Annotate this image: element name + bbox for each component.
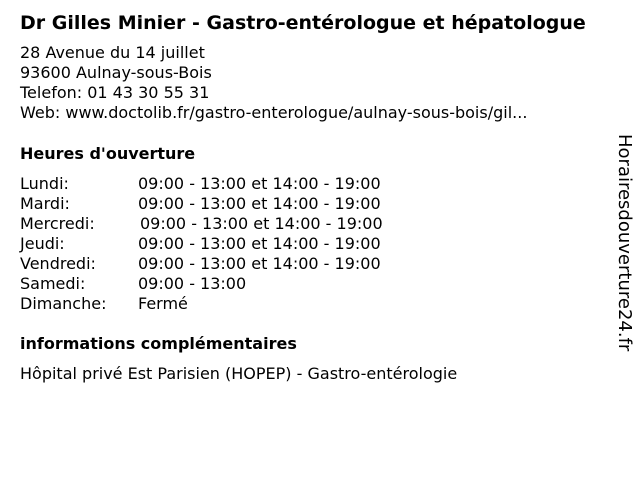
- phone-number: Telefon: 01 43 30 55 31: [20, 83, 210, 102]
- watermark-text: Horairesdouverture24.fr: [614, 134, 635, 352]
- website-link: Web: www.doctolib.fr/gastro-enterologue/aulnay-sous-bois/gil...: [20, 103, 528, 122]
- hours-row-saturday: [20, 274, 383, 294]
- time-value: 09:00 - 13:00 et 14:00 - 19:00: [140, 214, 383, 233]
- time-value: 09:00 - 13:00 et 14:00 - 19:00: [138, 254, 381, 273]
- hours-row-tuesday: [20, 194, 383, 214]
- time-value: 09:00 - 13:00: [138, 274, 247, 293]
- hours-row-sunday: [20, 294, 383, 314]
- hours-heading: Heures d'ouverture: [20, 144, 196, 163]
- hours-row-wednesday: [20, 214, 383, 234]
- day-label: Vendredi:: [20, 254, 96, 273]
- time-value: Fermé: [138, 294, 188, 313]
- info-heading: informations complémentaires: [20, 334, 297, 353]
- street-address: 28 Avenue du 14 juillet: [20, 43, 205, 62]
- day-label: Lundi:: [20, 174, 69, 193]
- time-value: 09:00 - 13:00 et 14:00 - 19:00: [138, 234, 381, 253]
- time-value: 09:00 - 13:00 et 14:00 - 19:00: [138, 194, 381, 213]
- day-label: Jeudi:: [20, 234, 65, 253]
- day-label: Mardi:: [20, 194, 70, 213]
- time-value: 09:00 - 13:00 et 14:00 - 19:00: [138, 174, 381, 193]
- day-label: Mercredi:: [20, 214, 95, 233]
- opening-hours-table: [20, 174, 383, 314]
- city-address: 93600 Aulnay-sous-Bois: [20, 63, 212, 82]
- day-label: Dimanche:: [20, 294, 107, 313]
- page-title: Dr Gilles Minier - Gastro-entérologue et hépatologue: [20, 12, 586, 34]
- hours-row-friday: [20, 254, 383, 274]
- hours-row-monday: [20, 174, 383, 194]
- day-label: Samedi:: [20, 274, 86, 293]
- address-block: [20, 43, 527, 123]
- hours-row-thursday: [20, 234, 383, 254]
- info-text: Hôpital privé Est Parisien (HOPEP) - Gastro-entérologie: [20, 364, 458, 383]
